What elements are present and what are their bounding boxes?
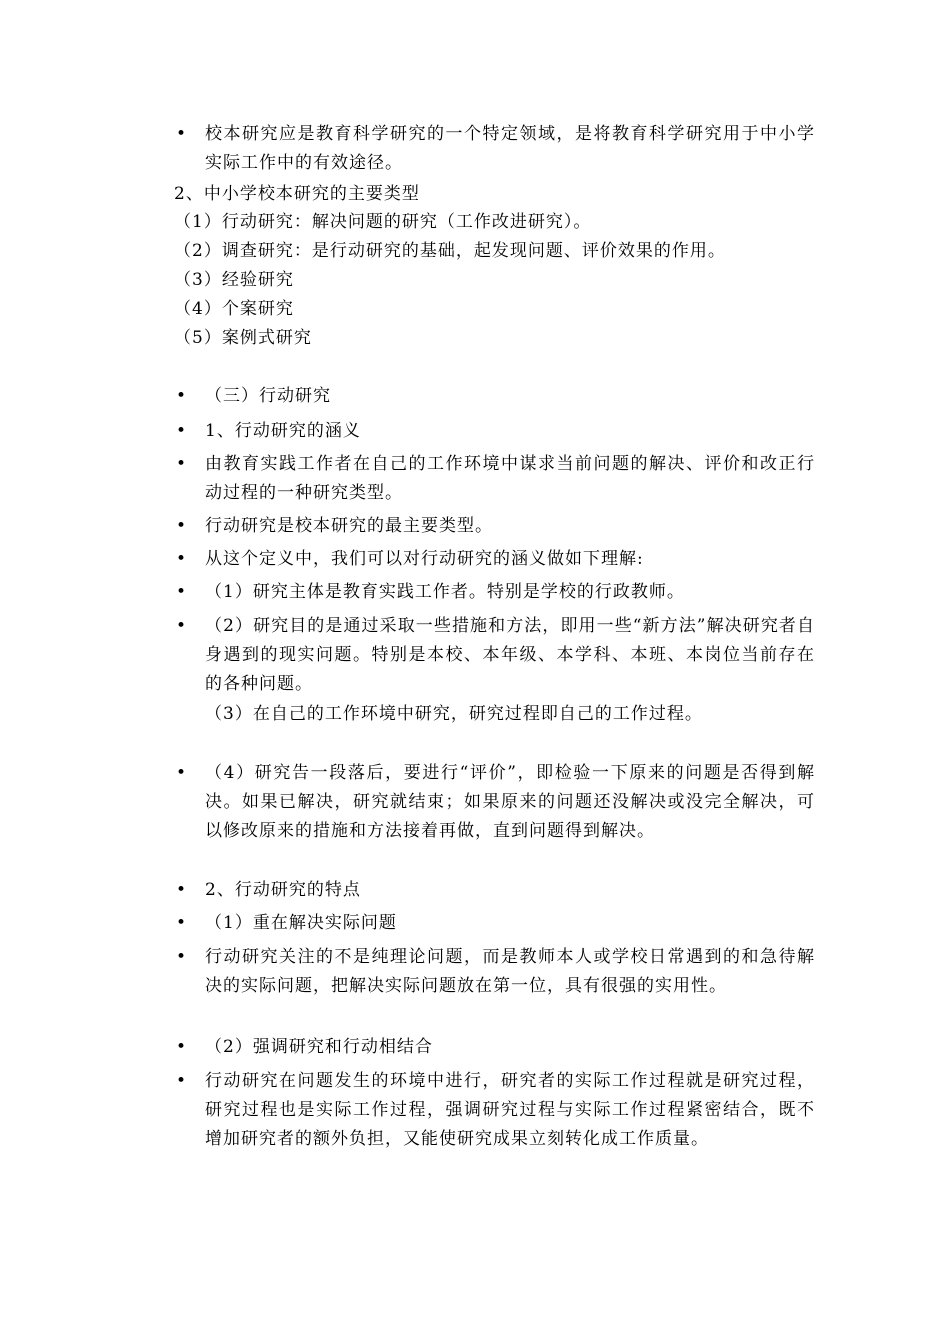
- heading-action-research-meaning: 1、行动研究的涵义: [205, 421, 361, 441]
- list-item-action-research: （1）行动研究：解决问题的研究（工作改进研究）。: [174, 212, 592, 232]
- bullet-marker: •: [176, 1071, 187, 1091]
- paragraph-understanding-intro: 从这个定义中，我们可以对行动研究的涵义做如下理解:: [205, 549, 644, 569]
- paragraph-feature-solve-problems: （1）重在解决实际问题: [205, 913, 397, 933]
- bullet-marker: •: [176, 913, 187, 933]
- paragraph-research-environment: （3）在自己的工作环境中研究，研究过程即自己的工作过程。: [205, 704, 703, 724]
- bullet-marker: •: [176, 582, 187, 602]
- bullet-marker: •: [176, 1037, 187, 1057]
- paragraph-feature-research-action: （2）强调研究和行动相结合: [205, 1037, 433, 1057]
- list-item-case-study-research: （5）案例式研究: [174, 328, 312, 348]
- paragraph-school-based-research-definition: 校本研究应是教育科学研究的一个特定领域，是将教育科学研究用于中小学实际工作中的有效途径。: [205, 124, 815, 173]
- heading-action-research-features: 2、行动研究的特点: [205, 880, 361, 900]
- bullet-marker: •: [176, 516, 187, 536]
- bullet-marker: •: [176, 454, 187, 474]
- paragraph-research-subject: （1）研究主体是教育实践工作者。特别是学校的行政教师。: [205, 582, 685, 602]
- bullet-marker: •: [176, 947, 187, 967]
- paragraph-feature-research-action-detail: 行动研究在问题发生的环境中进行，研究者的实际工作过程就是研究过程，研究过程也是实际工作过程，强调研究过程与实际工作过程紧密结合，既不增加研究者的额外负担，又能使研究成果立刻转化成工作质量。: [205, 1071, 815, 1149]
- list-item-survey-research: （2）调查研究：是行动研究的基础，起发现问题、评价效果的作用。: [174, 241, 726, 261]
- paragraph-research-evaluation: （4）研究告一段落后，要进行“评价”，即检验一下原来的问题是否得到解决。如果已解决，研究就结束；如果原来的问题还没解决或没完全解决，可以修改原来的措施和方法接着再做，直到问题得到解决。: [205, 763, 815, 841]
- list-item-experience-research: （3）经验研究: [174, 270, 294, 290]
- list-item-case-research: （4）个案研究: [174, 299, 294, 319]
- paragraph-main-type: 行动研究是校本研究的最主要类型。: [205, 516, 493, 536]
- heading-main-types: 2、中小学校本研究的主要类型: [174, 184, 420, 204]
- paragraph-research-purpose: （2）研究目的是通过采取一些措施和方法，即用一些“新方法”解决研究者自身遇到的现实问题。特别是本校、本年级、本学科、本班、本岗位当前存在的各种问题。: [205, 616, 815, 694]
- paragraph-action-research-definition: 由教育实践工作者在自己的工作环境中谋求当前问题的解决、评价和改正行动过程的一种研究类型。: [205, 454, 815, 503]
- bullet-marker: •: [176, 386, 187, 406]
- bullet-marker: •: [176, 880, 187, 900]
- bullet-marker: •: [176, 616, 187, 636]
- bullet-marker: •: [176, 124, 187, 144]
- bullet-marker: •: [176, 763, 187, 783]
- bullet-marker: •: [176, 421, 187, 441]
- heading-action-research: （三）行动研究: [205, 386, 331, 406]
- paragraph-feature-solve-problems-detail: 行动研究关注的不是纯理论问题，而是教师本人或学校日常遇到的和急待解决的实际问题，把解决实际问题放在第一位，具有很强的实用性。: [205, 947, 815, 996]
- bullet-marker: •: [176, 549, 187, 569]
